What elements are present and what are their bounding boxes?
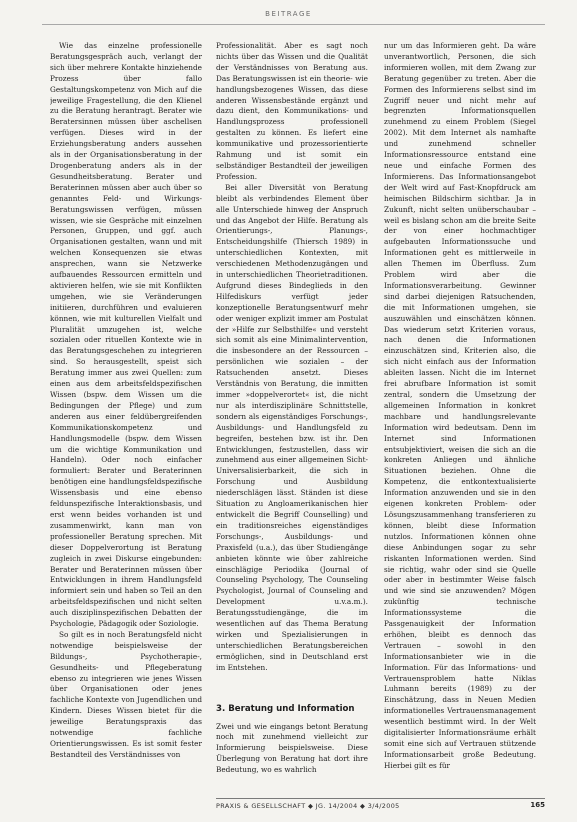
page-number: 165: [530, 801, 545, 809]
text-column-right: [384, 41, 536, 786]
body-paragraph: nur um das Informieren geht. Da wäre unverantwortlich, Personen, die sich informieren wollen, mit dem Zwang zur Beratung gegenüber zu treten. Aber die Formen des Informierens selbst sind im Zugriff neuer und nicht mehr auf begrenzten Informationsquellen zunehmend zu einem Problem (Siegel 2002). Mit dem Internet als namhafte und zunehmend schneller Informationsressource entstand eine neue und einfache Formen des Informierens. Das Informationsangebot der Welt wird auf Fast-Knopfdruck am heimischen Bildschirm sichtbar. Ja in Zukunft, nicht selten unüberschaubar – weil es bislang schon am die breite Seite der von einer hochmachtiger aufgebauten Informationssuche und Informationen geht es mittlerweile in allen Themen im Überfluss. Zum Problem wird aber die Informationsverarbeitung. Gewinner sind darbei diejenigen Ratsuchenden, die mit Informationen umgehen, sie auszuwählen und einschätzen können. Das wiederum setzt Kriterien voraus, nach denen die Informationen einzuschätzen sind, Kriterien also, die sich nicht einfach aus der Information ableiten lassen. Nicht die im Internet frei abrufbare Information ist somit zentral, sondern die Umsetzung der allgemeinen Information in konkret machbare und handlungsrelevante Information wird bedeutsam. Denn im Internet sind Informationen entsubjektiviert, weisen die sich an die konkreten Anliegen und ähnliche Situationen beziehen. Ohne die Kompetenz, die entkontextualisierte Information anzuwenden und sie in den eigenen konkreten Problem- oder Lösungszusammenhang transferieren zu können, bleibt diese Information nutzlos. Informationen können ohne diese Anbindungen sogar zu sehr riskanten Informationen werden. Sind sie richtig, wahr oder sind sie Quelle oder aber in bestimmter Weise falsch und wie sind sie anzuwenden? Mögen zukünftig technische Informationssysteme die Passgenauigkeit der Information erhöhen, bleibt es dennoch das Vertrauen – sowohl in den Informationsanbieter wie in die Information. Für das Informations- und Vertrauensproblem hatte Niklas Luhmann bereits (1989) zu der Einschätzung, dass in Neuen Medien informationelles Vertrauensmanagement wesentlich bestimmt wird. In der Welt digitalisierter Informationsräume erhält somit eine sich auf Vertrauen stützende Informationsarbeit große Bedeutung. Hierbei gilt es für: [384, 41, 536, 770]
text-column-middle: [216, 41, 368, 786]
text-column-left: [50, 41, 202, 786]
header-rule: [42, 24, 545, 25]
footer-rule: [216, 798, 545, 799]
body-paragraph: Professionalität. Aber es sagt noch nichts über das Wissen und die Qualität der Verständnisses von Beratung aus. Das Beratungswissen ist ein theorie- wie handlungsbezogenes Wissen, das diese anderen Wissensbestände ergänzt und dazu dient, den Kommunikations- und Handlungsprozess professionell gestalten zu können. Es liefert eine kommunikative und prozessorientierte Rahmung und ist somit ein selbständiger Bestandteil der jeweiligen Profession.: [216, 41, 368, 181]
running-head: BEITRAGE: [265, 10, 312, 18]
body-paragraph: Bei aller Diversität von Beratung bleibt als verbindendes Element über alle Unterschiede hinweg der Anspruch und das Angebot der Hilfe. Beratung als Orientierungs-, Planungs-, Entscheidungshilfe (Thiersch 1989) in unterschiedlichen Kontexten, mit verschiedenen Methodenzugängen und in unterschiedlichen Theorietraditionen. Aufgrund dieses Bindeglieds in den Hilfediskurs verfügt jeder konzeptionelle Beratungsentwurf mehr oder weniger explizit immer am Postulat der »Hilfe zur Selbsthilfe« und versteht sich somit als eine Minimalintervention, die insbesondere an der Ressourcen – persönlichen wie sozialen – der Ratsuchenden ansetzt. Dieses Verständnis von Beratung, die inmitten immer »doppelverortet« ist, die nicht nur als interdisziplinäre Schnittstelle, sondern als eigenständiges Forschungs-, Ausbildungs- und Handlungsfeld zu begreifen, bestehen bzw. ist ihr. Den Entwicklungen, festzustellen, dass wir zunehmend aus einer allgemeinen Sicht-Universalisierbarkeit, die sich in Forschung und Ausbildung niederschlägen lässt. Ständen ist diese Situation zu Angloamerikanischen hier entwickelt die Begriff Counselling) und ein traditionsreiches eigenständiges Forschungs-, Ausbildungs- und Praxisfeld (u.a.), das über Studiengänge anbieten könnte wie über zahlreiche einschlägige Periodika (Journal of Counseling Psychology, The Counseling Psychologist, Journal of Counseling and Development u.v.a.m.). Beratungsstudiengänge, die im wesentlichen auf das Thema Beratung wirken und Spezialisierungen in unterschiedlichen Beratungsbereichen ermöglichen, sind in Deutschland erst im Entstehen.: [216, 182, 368, 672]
footer-journal-info: PRAXIS & GESELLSCHAFT ◆ JG. 14/2004 ◆ 3/4/2005: [216, 802, 400, 810]
section-spacer: [216, 674, 368, 703]
body-paragraph: Zwei und wie eingangs betont Beratung noch mit zunehmend vielleicht zur Informierung beispielsweise. Diese Überlegung von Beratung hat dort ihre Bedeutung, wo es wahrlich: [216, 721, 368, 775]
body-paragraph: So gilt es in noch Beratungsfeld nicht notwendige beispielsweise der Bildungs-, Psychotherapie-, Gesundheits- und Pflegeberatung ebenso zu integrieren wie jenes Wissen über Organisationen oder jenes fachliche Kontexte von Jugendlichen und Kindern. Dieses Wissen bietet für die jeweilige Beratungspraxis das notwendige fachliche Orientierungswissen. Es ist somit fester Bestandteil des Verständnisses von: [50, 629, 202, 759]
body-paragraph: Wie das einzelne professionelle Beratungsgespräch auch, verlangt der sich über mehrere Kontakte hinziehende Prozess über fallo Gestaltungskompetenz von Mich auf die jeweilige Fragestellung, die den Klienel zu die Beratung herantragt. Berater wie Beratersinnen müssen über aschellsen verfügen. Dieses wird in der Erziehungsberatung anders aussehen als in der Organisationsberatung in der Drogenberatung anders als in der Gesundheitsberatung. Berater und Beraterinnen müssen aber auch über so genanntes Feld- und Wirkungs-Beratungswissen verfügen, müssen wissen, wie sie Gespräche mit einzelnen Personen, Gruppen, und ggf. auch Organisationen gestalten, wann und mit welchen Konsequenzen sie etwas ansprechen, wann sie Netzwerke aufbauendes Ressourcen ermitteln und aktivieren helfen, wie sie mit Konflikten umgehen, wie sie Veränderungen initiieren, durchführen und evaluieren können, wie mit kulturellen Vielfalt und Pluralität umzugehen ist, welche sozialen oder rituellen Kontexte wie in das Beratungsgeschehen zu integrieren sind. So herausgestellt, speist sich Beratung immer aus zwei Quellen: zum einen aus dem arbeitsfeldspezifischen Wissen (bspw. dem Wissen um die Bedingungen der Pflege) und zum anderen aus einer feldübergreifenden Kommunikationskompetenz und Handlungsmodelle (bspw. dem Wissen um die wichtige Kommunikation und Handeln). Oder noch einfacher formuliert: Berater und Beraterinnen benötigen eine handlungsfeldspezifische Wissensbasis und eine ebenso feldunspezifische Interaktionsbasis, und erst wenn beides vorhanden ist und zusammenwirkt, kann man von professioneller Beratung sprechen. Mit dieser Doppelverortung ist Beratung zugleich in zwei Diskurse eingebunden: Berater und Beraterinnen müssen über Entwicklungen in ihrem Handlungsfeld informiert sein und haben so Teil an den arbeitsfeldspezifischen und nicht selten auch disziplinspezifischen Debatten der Psychologie, Pädagogik oder Soziologie.: [50, 41, 202, 629]
section-heading: 3. Beratung und Information: [216, 703, 355, 714]
